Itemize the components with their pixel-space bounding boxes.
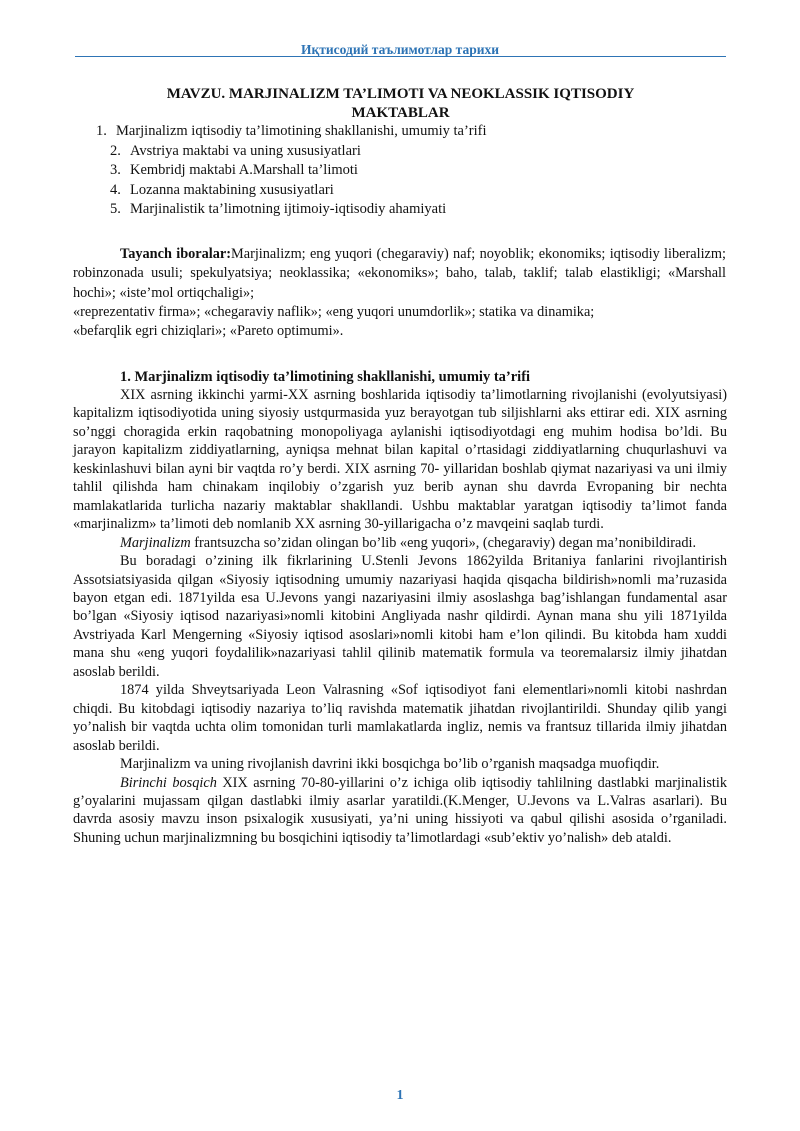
keywords-label: Tayanch iboralar:	[120, 246, 232, 262]
topic-number: 1.	[96, 123, 107, 139]
header-rule	[75, 56, 726, 57]
topic-text: Marjinalizm iqtisodiy ta’limotining shakllanishi, umumiy ta’rifi	[116, 123, 487, 139]
topic-item	[75, 122, 726, 142]
document-title	[75, 85, 726, 123]
section-heading: 1. Marjinalizm iqtisodiy ta’limotining shakllanishi, umumiy ta’rifi	[120, 369, 531, 385]
topic-list	[75, 122, 726, 220]
section-body	[73, 386, 727, 847]
paragraph: Bu boradagi o’zining ilk fikrlarining U.Stenli Jevons 1862yilda Britaniya fanlarini rivojlantirish Assotsiatsiyasida qilgan «Siyosiy iqtisodning umumiy nazariyasi haqida qisqacha bildirish»nomli ma’ruzasida bayon etgan edi. 1871yilda esa U.Jevons yangi nazariyasini ilmiy asoslashga bag’ishlangan fundamental asar bo’lgan «Siyosiy iqtisod nazariyasi»nomli kitobini Angliyada nashr qildirdi. Aynan mana shu yili 1871yilda Avstriyada Karl Mengerning «Siyosiy iqtisod asoslari»nomli kitobi ham e’lon qilindi. Bu kitobda ham xuddi mana shu «eng yuqori foydalilik»nazariyasi tahlil qilinib matematik formula va teoremalarsiz ilmiy jihatdan asoslab berildi.	[73, 553, 727, 680]
paragraph	[73, 774, 727, 848]
keywords-line-2: «reprezentativ firma»; «chegaraviy naflik»; «eng yuqori unumdorlik»; statika va dinamika;	[73, 303, 595, 320]
topic-number: 2.	[110, 142, 121, 159]
topic-text: Marjinalistik ta’limotning ijtimoiy-iqtisodiy ahamiyati	[130, 201, 447, 217]
topic-number: 5.	[110, 201, 121, 217]
topic-text: Lozanna maktabining xususiyatlari	[130, 181, 334, 198]
topic-text: Kembridj maktabi A.Marshall ta’limoti	[130, 162, 358, 178]
topic-number: 4.	[110, 181, 121, 198]
keywords-text: Marjinalizm; eng yuqori (chegaraviy) naf; noyoblik; ekonomiks; iqtisodiy liberalizm; robinzonada usuli; spekulyatsiya; neoklassika; «ekonomiks»; baho, talab, taklif; talab elastikligi; «Marshall hochi»; «iste’mol ortiqchaligi»;	[73, 246, 726, 301]
title-line-2: MAKTABLAR	[351, 105, 450, 121]
italic-term: Marjinalizm	[120, 534, 191, 551]
running-header: Иқтисодий таълимотлар тарихи	[300, 42, 500, 57]
topic-number: 3.	[110, 162, 121, 178]
paragraph-text: frantsuzcha so’zidan olingan bo’lib «eng yuqori», (chegaraviy) degan ma’nonibildiradi.	[190, 534, 697, 551]
paragraph	[73, 534, 727, 552]
page-number: 1	[396, 1088, 404, 1103]
topic-item	[75, 142, 726, 162]
italic-term: Birinchi bosqich	[120, 774, 217, 791]
topic-item	[75, 161, 726, 181]
paragraph: XIX asrning ikkinchi yarmi-XX asrning boshlarida iqtisodiy ta’limotlarning rivojlanishi (evolyutsiyasi) kapitalizm iqtisodiyotida uning siyosiy ustqurmasida yuz berayotgan tub siljishlarni aks ettirar edi. XIX asrning so’nggi choragida erkin raqobatning monopoliyaga aylanishi iqtisodiyotdagi eng muhim hodisa bo’ldi. Bu jarayon kapitalizm ziddiyatlarning, ayniqsa mehnat bilan kapital o’rtasidagi ziddiyatlarning chuqurlashuvi va keskinlashuvi bilan ayni bir vaqtda ro’y berdi. XIX asrning 70- yillaridan boshlab qiymat nazariyasi va uni ilmiy tahlil qilishda ham chinakam inqilobiy o’zgarish yuz berib aynan shu davrda Evropaning bir nechta mamlakatlarida turlicha nazariy maktablar shakllandi. Ushbu maktablar yaratgan iqtisodiy ta’limot fanda «marjinalizm» ta’limoti deb nomlanib XX asrning 30-yillarigacha o’z mavqeini saqlab turdi.	[73, 387, 727, 533]
paragraph-text: XIX asrning 70-80-yillarini o’z ichiga olib iqtisodiy tahlilning dastlabki marjinalistik g’oyalarini mujassam qilgan dastlabki ilmiy asarlar yaratildi.(K.Menger, U.Jevons va L.Valras asarlari). Bu davrda asosiy mavzu inson psixalogik xususiyati, ya’ni uning hissiyoti va qabul qilishi asosida o’rganiladi. Shuning uchun marjinalizmning bu bosqichini iqtisodiy ta’limotlardagi «sub’ektiv yo’nalish» deb ataldi.	[73, 774, 727, 846]
topic-item	[75, 181, 726, 201]
paragraph: Marjinalizm va uning rivojlanish davrini ikki bosqichga bo’lib o’rganish maqsadga muofiqdir.	[120, 756, 660, 773]
keywords-block	[73, 245, 726, 341]
topic-text: Avstriya maktabi va uning xususiyatlari	[130, 142, 361, 159]
title-line-1: MAVZU. MARJINALIZM TA’LIMOTI VA NEOKLASSIK IQTISODIY	[166, 86, 635, 102]
topic-item	[75, 200, 726, 220]
keywords-line-3: «befarqlik egri chiziqlari»; «Pareto optimumi».	[73, 323, 344, 340]
paragraph: 1874 yilda Shveytsariyada Leon Valrasning «Sof iqtisodiyot fani elementlari»nomli kitobi nashrdan chiqdi. Bu kitobdagi iqtisodiy nazariya to’liq ravishda matematik jihatdan rivojlantirildi. Shunday qilib yangi yo’nalish bir vaqtda uchta olim tomonidan turli mamlakatlarda ingliz, nemis va frantsuz tillarida ilmiy jihatdan asoslab berildi.	[73, 682, 727, 754]
